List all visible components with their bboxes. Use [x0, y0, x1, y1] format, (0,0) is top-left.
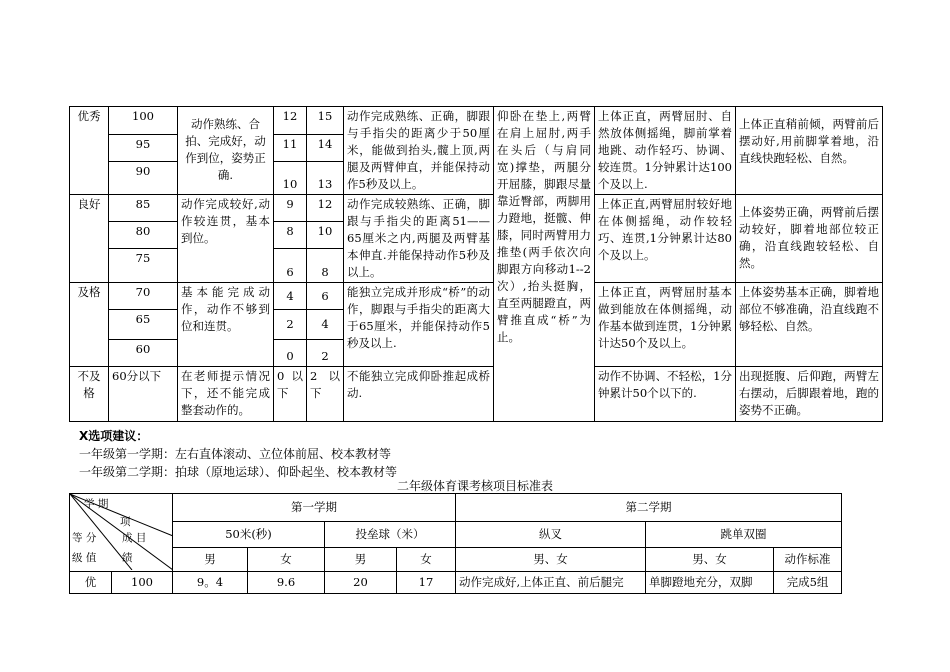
value-a-cell: 4	[274, 283, 307, 310]
value-b-cell: 13	[307, 162, 344, 195]
table-row	[70, 367, 883, 422]
score-cell: 80	[109, 222, 178, 249]
score-cell: 60分以下	[109, 367, 178, 422]
value-b-cell: 4	[307, 310, 344, 340]
gender-header: 男、女	[646, 548, 774, 572]
value-cell: 17	[397, 572, 456, 594]
score-cell: 60	[109, 340, 178, 367]
table-row	[70, 572, 842, 594]
item-header: 投垒球（米）	[325, 522, 456, 548]
item-header: 纵叉	[456, 522, 646, 548]
value-cell: 9。4	[173, 572, 248, 594]
value-cell: 完成5组	[774, 572, 842, 594]
value-a-cell: 10	[274, 162, 307, 195]
value-cell: 20	[325, 572, 397, 594]
bridge-cell: 能独立完成并形成“桥”的动作，脚跟与手指尖的距离大于65厘米，并能保持动作5秒及以上.	[344, 283, 494, 367]
gender-header: 女	[397, 548, 456, 572]
technique-cell: 基本能完成动作，动作不够到位和连贯。	[178, 283, 274, 367]
corner-label: 等 分	[72, 532, 97, 544]
standard-header: 动作标准	[774, 548, 842, 572]
value-a-cell: 6	[274, 249, 307, 283]
level-cell: 及格	[70, 283, 109, 367]
corner-label: 学 期	[84, 498, 109, 510]
bridge-cell: 不能独立完成仰卧推起成桥动.	[344, 367, 494, 422]
level-cell: 优	[70, 572, 112, 594]
technique-cell: 在老师提示情况下，还不能完成整套动作的。	[178, 367, 274, 422]
value-b-cell: 6	[307, 283, 344, 310]
bridge-cell: 动作完成熟练、正确，脚跟与手指尖的距离少于50厘米，能做到抬头,髋上顶,两腿及两臂伸直，并能保持动作5秒及以上。	[344, 107, 494, 195]
value-b-cell: 14	[307, 134, 344, 162]
corner-label: 绩	[122, 552, 133, 564]
table-row	[70, 283, 883, 310]
technique-cell: 动作熟练、合拍、完成好，动作到位，姿势正确.	[178, 107, 274, 195]
rope-cell: 上体正直，两臂屈肘基本做到能放在体侧摇绳，动作基本做到连贯，1分钟累计达50个及以上。	[595, 283, 736, 367]
run-cell: 上体正直稍前倾，两臂前后摆动好,用前脚掌着地，沿直线快跑轻松、自然。	[736, 107, 883, 195]
value-a-cell: 0	[274, 340, 307, 367]
value-a-cell: 0以下	[274, 367, 307, 422]
run-cell: 上体姿势正确，两臂前后摆动较好，脚着地部位较正确，沿直线跑较轻松、自然。	[736, 195, 883, 283]
value-b-cell: 2以下	[307, 367, 344, 422]
table-row	[70, 107, 883, 135]
rope-cell: 上体正直，两臂屈肘、自然放体侧摇绳，脚前掌着地跳、动作轻巧、协调、较连贯。1分钟累计达100个及以上.	[595, 107, 736, 195]
value-cell: 9.6	[248, 572, 325, 594]
score-cell: 75	[109, 249, 178, 283]
value-b-cell: 12	[307, 195, 344, 222]
table-row	[70, 548, 842, 572]
notes-line: 一年级第二学期：拍球（原地运球）、仰卧起坐、校本教材等	[79, 465, 398, 479]
value-b-cell: 2	[307, 340, 344, 367]
value-a-cell: 2	[274, 310, 307, 340]
item-header: 50米(秒)	[173, 522, 325, 548]
score-cell: 70	[109, 283, 178, 310]
option-suggestions	[79, 427, 397, 481]
semester-1-header: 第一学期	[173, 494, 456, 522]
gender-header: 女	[248, 548, 325, 572]
table-row	[70, 494, 842, 522]
value-cell: 动作完成好,上体正直、前后腿完	[456, 572, 646, 594]
value-a-cell: 12	[274, 107, 307, 135]
bridge-method-cell: 仰卧在垫上,两臂在肩上屈肘,两手在头后（与肩同宽)撑垫，两腿分开屈膝，脚跟尽量靠近臀部，两脚用力蹬地，挺髋、伸膝，同时两臂用力推垫(两手依次向脚跟方向移动1--2次）,抬头挺胸，直至两腿蹬直，两臂推直成“桥”为止。	[494, 107, 595, 422]
diagonal-header-cell	[70, 494, 173, 572]
score-cell: 90	[109, 162, 178, 195]
gender-header: 男	[325, 548, 397, 572]
score-cell: 100	[109, 107, 178, 135]
semester-2-header: 第二学期	[456, 494, 842, 522]
run-cell: 上体姿势基本正确，脚着地部位不够准确，沿直线跑不够轻松、自然。	[736, 283, 883, 367]
run-cell: 出现挺腹、后仰跑，两臂左右摆动，后脚跟着地，跑的姿势不正确。	[736, 367, 883, 422]
gender-header: 男、女	[456, 548, 646, 572]
grade1-standard-table	[69, 106, 883, 422]
value-a-cell: 9	[274, 195, 307, 222]
bridge-cell: 动作完成较熟练、正确，脚跟与手指尖的距离51——65厘米之内,两腿及两臂基本伸直.并能保持动作5秒及以上。	[344, 195, 494, 283]
rope-cell: 动作不协调、不轻松，1分钟累计50个以下的.	[595, 367, 736, 422]
score-cell: 100	[112, 572, 173, 594]
value-a-cell: 8	[274, 222, 307, 249]
grade2-standard-table	[69, 493, 842, 594]
notes-heading: Ⅹ选项建议：	[79, 429, 149, 443]
corner-label: 项	[120, 516, 131, 528]
value-b-cell: 10	[307, 222, 344, 249]
value-b-cell: 8	[307, 249, 344, 283]
technique-cell: 动作完成较好,动作较连贯，基本到位。	[178, 195, 274, 283]
grade2-table-title: 二年级体育课考核项目标准表	[396, 479, 553, 493]
notes-line: 一年级第一学期：左右直体滚动、立位体前屈、校本教材等	[79, 447, 392, 461]
rope-cell: 上体正直,两臂屈肘较好地在体侧摇绳，动作较轻巧、连贯,1分钟累计达80个及以上。	[595, 195, 736, 283]
value-a-cell: 11	[274, 134, 307, 162]
score-cell: 65	[109, 310, 178, 340]
score-cell: 95	[109, 134, 178, 162]
level-cell: 良好	[70, 195, 109, 283]
corner-label: 级 值	[72, 552, 97, 564]
gender-header: 男	[173, 548, 248, 572]
item-header: 跳单双圈	[646, 522, 842, 548]
table-row	[70, 522, 842, 548]
value-b-cell: 15	[307, 107, 344, 135]
value-cell: 单脚蹬地充分，双脚	[646, 572, 774, 594]
score-cell: 85	[109, 195, 178, 222]
level-cell: 不及格	[70, 367, 109, 422]
corner-label: 成 目	[122, 532, 147, 544]
level-cell: 优秀	[70, 107, 109, 195]
table-row	[70, 195, 883, 222]
